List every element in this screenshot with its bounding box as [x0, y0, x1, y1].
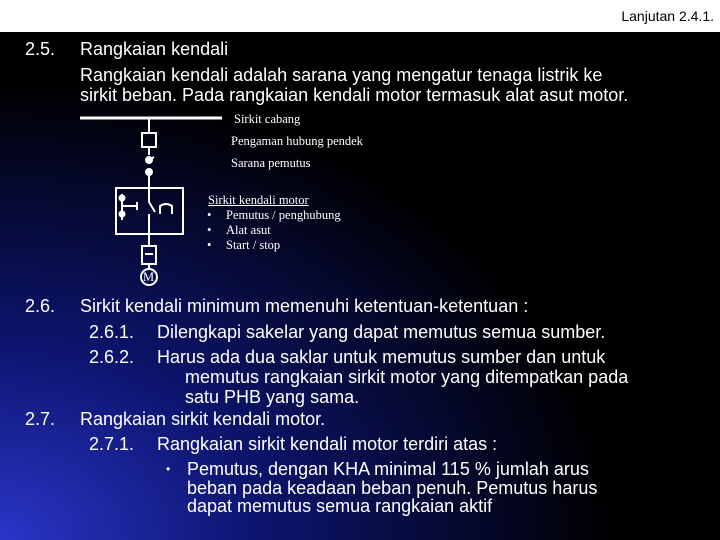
diagram-bullet-2: Alat asut	[226, 223, 271, 237]
label-branch-circuit: Sirkit cabang	[234, 112, 301, 126]
section-2-6-number: 2.6.	[25, 296, 56, 316]
section-2-5-number: 2.5.	[25, 39, 56, 59]
item-2-6-1-number: 2.6.1.	[89, 322, 135, 342]
bullet-dot-1: •	[207, 208, 212, 222]
bullet-pemutus-line1: Pemutus, dengan KHA minimal 115 % jumlah arus	[187, 459, 589, 479]
item-2-6-2-number: 2.6.2.	[89, 347, 135, 367]
bullet-pemutus-line3: dapat memutus semua rangkaian aktif	[187, 496, 493, 516]
header-title: Lanjutan 2.4.1.	[621, 8, 714, 24]
item-2-7-1-number: 2.7.1.	[89, 434, 135, 454]
motor-label: M	[143, 270, 155, 284]
item-2-6-2-line3: satu PHB yang sama.	[185, 387, 360, 407]
contactor-blade	[149, 202, 155, 212]
section-2-7-number: 2.7.	[25, 409, 56, 429]
item-2-7-1-text: Rangkaian sirkit kendali motor terdiri atas :	[157, 434, 498, 454]
section-2-5-heading: Rangkaian kendali	[80, 39, 229, 59]
bullet-pemutus-line2: beban pada keadaan beban penuh. Pemutus harus	[187, 478, 598, 498]
label-control-circuit: Sirkit kendali motor	[208, 193, 309, 207]
bullet-dot-2: •	[207, 223, 212, 237]
label-disconnect: Sarana pemutus	[231, 156, 311, 170]
section-2-5-body-line2: sirkit beban. Pada rangkaian kendali motor termasuk alat asut motor.	[80, 85, 629, 105]
item-2-6-2-line1: Harus ada dua saklar untuk memutus sumber dan untuk	[157, 347, 606, 367]
item-2-6-1-text: Dilengkapi sakelar yang dapat memutus semua sumber.	[157, 322, 606, 342]
label-short-protection: Pengaman hubung pendek	[231, 134, 363, 148]
diagram-bullet-1: Pemutus / penghubung	[226, 208, 341, 222]
disconnect-contact-bottom	[146, 169, 152, 175]
diagram-bullet-3: Start / stop	[226, 238, 281, 252]
coil-symbol	[160, 204, 172, 214]
section-2-6-heading: Sirkit kendali minimum memenuhi ketentuan-ketentuan :	[80, 296, 529, 316]
section-2-5-body-line1: Rangkaian kendali adalah sarana yang mengatur tenaga listrik ke	[80, 65, 603, 85]
fuse-symbol	[142, 133, 156, 147]
item-2-6-2-line2: memutus rangkaian sirkit motor yang ditempatkan pada	[185, 367, 629, 387]
section-2-7-heading: Rangkaian sirkit kendali motor.	[80, 409, 326, 429]
bullet-dot-3: •	[207, 238, 212, 252]
bullet-dot-pemutus: •	[166, 462, 171, 476]
